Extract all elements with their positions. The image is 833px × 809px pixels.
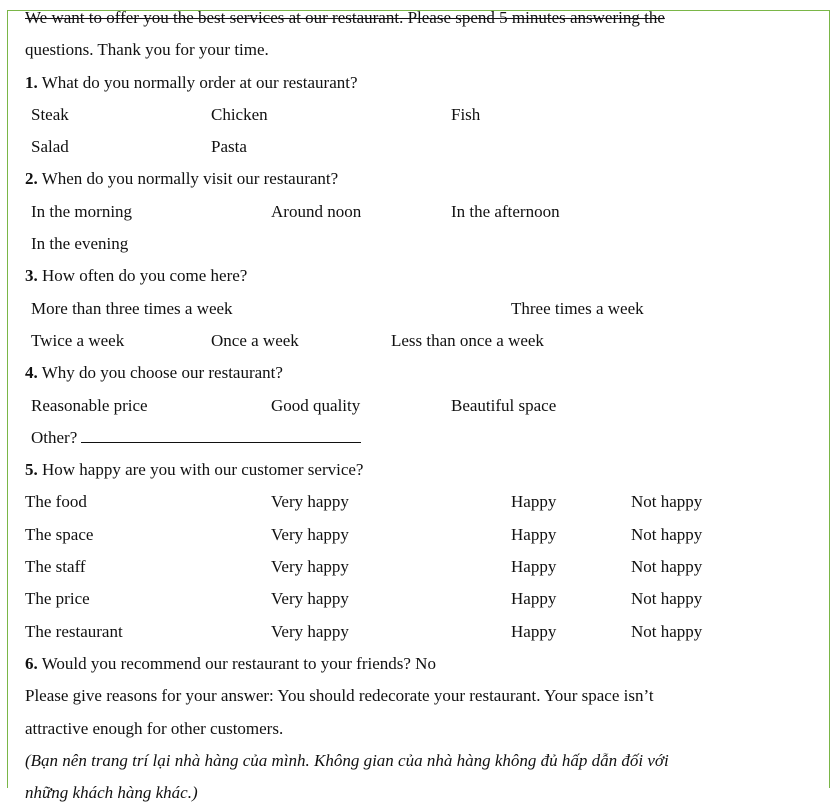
option-good-quality[interactable]: Good quality — [271, 395, 361, 415]
option-evening[interactable]: In the evening — [31, 234, 129, 254]
option-reasonable-price[interactable]: Reasonable price — [31, 395, 148, 415]
q1-options-row-1 — [25, 99, 825, 131]
option-steak[interactable]: Steak — [31, 104, 69, 124]
other-option — [31, 422, 361, 454]
reason-text-2: attractive enough for other customers. — [25, 718, 284, 738]
q1-options-row-2 — [25, 131, 825, 163]
option-chicken[interactable]: Chicken — [211, 104, 268, 124]
q3-options-row-2 — [25, 325, 825, 357]
rating-very-happy[interactable]: Very happy — [271, 621, 349, 641]
option-noon[interactable]: Around noon — [271, 201, 362, 221]
question-6 — [25, 648, 825, 680]
rating-happy[interactable]: Happy — [511, 589, 557, 609]
rating-not-happy[interactable]: Not happy — [631, 557, 703, 577]
question-number: 3. — [25, 266, 38, 286]
translation-line-2 — [25, 777, 825, 809]
q5-row-food — [25, 486, 825, 518]
rating-not-happy[interactable]: Not happy — [631, 589, 703, 609]
rating-very-happy[interactable]: Very happy — [271, 524, 349, 544]
rating-happy[interactable]: Happy — [511, 557, 557, 577]
q2-options-row-2 — [25, 228, 825, 260]
reason-text-1: Please give reasons for your answer: You should redecorate your restaurant. Your space isn’t — [25, 686, 654, 706]
q3-options-row-1 — [25, 293, 825, 325]
question-text: What do you normally order at our restaurant? — [41, 72, 358, 92]
rating-row-label: The price — [25, 589, 90, 609]
option-more-than-three[interactable]: More than three times a week — [31, 298, 233, 318]
question-text: How happy are you with our customer service? — [42, 460, 364, 480]
question-2 — [25, 163, 825, 195]
rating-row-label: The space — [25, 524, 94, 544]
other-label: Other? — [31, 427, 78, 447]
rating-very-happy[interactable]: Very happy — [271, 492, 349, 512]
question-3 — [25, 260, 825, 292]
question-number: 4. — [25, 363, 38, 383]
survey-frame — [7, 8, 830, 803]
rating-happy[interactable]: Happy — [511, 524, 557, 544]
option-once[interactable]: Once a week — [211, 330, 299, 350]
option-twice[interactable]: Twice a week — [31, 330, 125, 350]
other-answer-blank[interactable] — [81, 428, 361, 443]
question-text: Would you recommend our restaurant to your friends? No — [41, 653, 436, 673]
rating-very-happy[interactable]: Very happy — [271, 557, 349, 577]
option-morning[interactable]: In the morning — [31, 201, 133, 221]
intro-line-1 — [25, 2, 825, 34]
q4-other-row — [25, 422, 825, 454]
rating-not-happy[interactable]: Not happy — [631, 621, 703, 641]
question-number: 2. — [25, 169, 38, 189]
rating-row-label: The food — [25, 492, 87, 512]
option-beautiful-space[interactable]: Beautiful space — [451, 395, 557, 415]
option-fish[interactable]: Fish — [451, 104, 481, 124]
q6-reason-line-1 — [25, 680, 825, 712]
question-5 — [25, 454, 825, 486]
question-1 — [25, 67, 825, 99]
rating-not-happy[interactable]: Not happy — [631, 492, 703, 512]
q5-row-space — [25, 519, 825, 551]
translation-line-1 — [25, 745, 825, 777]
rating-very-happy[interactable]: Very happy — [271, 589, 349, 609]
q4-options-row-1 — [25, 390, 825, 422]
question-text: Why do you choose our restaurant? — [41, 363, 283, 383]
question-text: When do you normally visit our restaurant? — [41, 169, 339, 189]
question-number: 1. — [25, 72, 38, 92]
option-afternoon[interactable]: In the afternoon — [451, 201, 560, 221]
q5-row-price — [25, 583, 825, 615]
survey-content — [25, 2, 825, 809]
option-pasta[interactable]: Pasta — [211, 137, 247, 157]
q5-row-staff — [25, 551, 825, 583]
option-less-than-once[interactable]: Less than once a week — [391, 330, 544, 350]
q5-row-restaurant — [25, 616, 825, 648]
rating-row-label: The restaurant — [25, 621, 123, 641]
translation-text-1: (Bạn nên trang trí lại nhà hàng của mình. Không gian của nhà hàng không đủ hấp dẫn đối với — [25, 750, 669, 770]
intro-line-2 — [25, 34, 825, 66]
translation-text-2: những khách hàng khác.) — [25, 783, 198, 803]
rating-not-happy[interactable]: Not happy — [631, 524, 703, 544]
question-number: 5. — [25, 460, 38, 480]
intro-text-1: We want to offer you the best services at our restaurant. Please spend 5 minutes answering the — [25, 8, 665, 27]
option-salad[interactable]: Salad — [31, 137, 69, 157]
question-text: How often do you come here? — [42, 266, 248, 286]
q2-options-row-1 — [25, 196, 825, 228]
rating-row-label: The staff — [25, 557, 86, 577]
q6-reason-line-2 — [25, 713, 825, 745]
question-4 — [25, 357, 825, 389]
rating-happy[interactable]: Happy — [511, 492, 557, 512]
question-number: 6. — [25, 653, 38, 673]
option-three-times[interactable]: Three times a week — [511, 298, 644, 318]
intro-text-2: questions. Thank you for your time. — [25, 40, 269, 60]
rating-happy[interactable]: Happy — [511, 621, 557, 641]
